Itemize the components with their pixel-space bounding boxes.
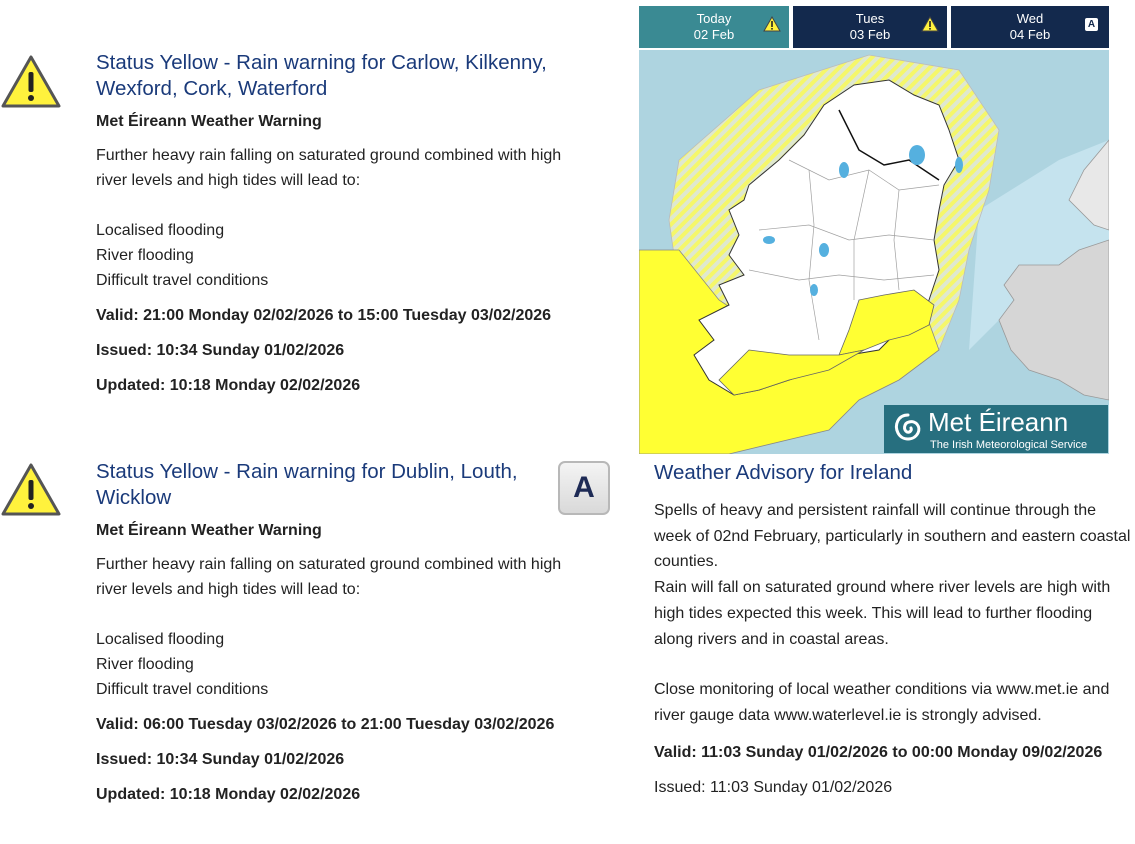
advisory-issued: Issued: 11:03 Sunday 01/02/2026 xyxy=(654,779,893,797)
warning-title: Status Yellow - Rain warning for Dublin, Louth, Wicklow xyxy=(96,460,518,509)
impact-list xyxy=(96,218,566,293)
tab-day-label: Tues xyxy=(855,11,885,26)
impact-item: Localised flooding xyxy=(96,631,225,648)
advisory-paragraph-2: Rain will fall on saturated ground where river levels are high with high tides expected this week. This will lead to further flooding along rivers and in coastal areas. xyxy=(654,579,1111,648)
advisory-paragraph-3: Close monitoring of local weather conditions via www.met.ie and river gauge data www.waterlevel.ie is strongly advised. xyxy=(654,681,1110,724)
tab-tues[interactable] xyxy=(793,6,947,48)
logo-name: Met Éireann xyxy=(928,407,1069,437)
impact-item: Difficult travel conditions xyxy=(96,272,269,289)
tab-today[interactable] xyxy=(639,6,789,48)
tab-date-label: 03 Feb xyxy=(849,27,891,42)
tab-wed[interactable] xyxy=(951,6,1109,48)
warning-title: Status Yellow - Rain warning for Carlow, Kilkenny, Wexford, Cork, Waterford xyxy=(96,51,547,100)
warning-triangle-icon xyxy=(0,54,62,110)
advisory-a-icon: A xyxy=(558,461,610,515)
day-tabs xyxy=(639,6,1109,48)
warning-source: Met Éireann Weather Warning xyxy=(96,113,322,130)
advisory-a-icon: A xyxy=(1085,18,1098,31)
warning-triangle-icon xyxy=(763,16,781,32)
warning-map[interactable] xyxy=(639,50,1109,454)
tab-date-label: 04 Feb xyxy=(1009,27,1051,42)
tab-day-label: Wed xyxy=(1016,11,1044,26)
tab-date-label: 02 Feb xyxy=(693,27,735,42)
warning-updated: Updated: 10:18 Monday 02/02/2026 xyxy=(96,377,361,394)
warning-valid: Valid: 21:00 Monday 02/02/2026 to 15:00 Tuesday 03/02/2026 xyxy=(96,307,552,324)
advisory-paragraph-1: Spells of heavy and persistent rainfall will continue through the week of 02nd February, particularly in southern and eastern coastal counties. xyxy=(654,502,1131,571)
met-eireann-logo xyxy=(884,405,1108,453)
warning-issued: Issued: 10:34 Sunday 01/02/2026 xyxy=(96,751,345,768)
logo-tagline: The Irish Meteorological Service xyxy=(930,439,1088,451)
impact-item: River flooding xyxy=(96,656,194,673)
warning-issued: Issued: 10:34 Sunday 01/02/2026 xyxy=(96,342,345,359)
warning-source: Met Éireann Weather Warning xyxy=(96,522,322,539)
met-swirl-icon xyxy=(892,411,924,447)
warning-updated: Updated: 10:18 Monday 02/02/2026 xyxy=(96,786,361,803)
warning-description: Further heavy rain falling on saturated ground combined with high river levels and high tides will lead to: xyxy=(96,556,562,598)
warning-description: Further heavy rain falling on saturated ground combined with high river levels and high tides will lead to: xyxy=(96,147,562,189)
warning-triangle-icon xyxy=(921,16,939,32)
tab-day-label: Today xyxy=(696,11,732,26)
impact-item: Localised flooding xyxy=(96,222,225,239)
advisory-valid: Valid: 11:03 Sunday 01/02/2026 to 00:00 Monday 09/02/2026 xyxy=(654,743,1103,761)
impact-item: River flooding xyxy=(96,247,194,264)
advisory-title: Weather Advisory for Ireland xyxy=(654,461,913,484)
warning-valid: Valid: 06:00 Tuesday 03/02/2026 to 21:00 Tuesday 03/02/2026 xyxy=(96,716,555,733)
impact-list xyxy=(96,627,566,702)
impact-item: Difficult travel conditions xyxy=(96,681,269,698)
warning-triangle-icon xyxy=(0,462,62,518)
advisory-card xyxy=(654,460,1132,800)
